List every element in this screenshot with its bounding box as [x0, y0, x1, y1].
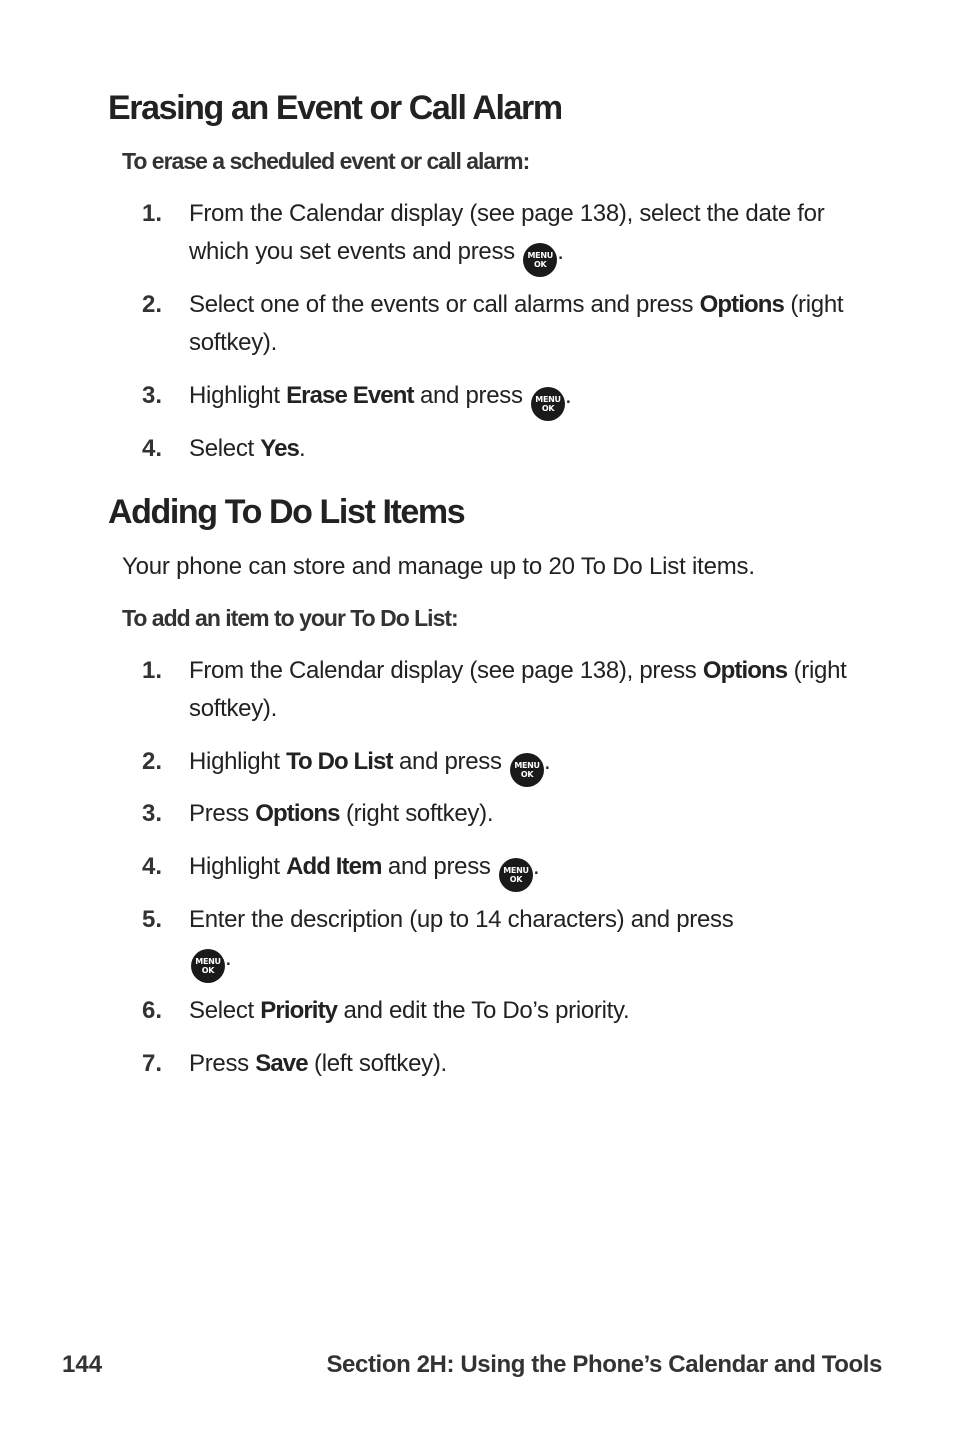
step-text: [189, 377, 869, 421]
step-text-fragment: and press: [392, 748, 509, 775]
step-text: [189, 430, 869, 468]
step-number: 6.: [142, 997, 163, 1024]
step-text: [189, 901, 749, 983]
step-number: 1.: [142, 657, 163, 684]
step-number: 3.: [142, 382, 163, 409]
step-text: [189, 743, 869, 787]
menu-ok-key-icon-line1: MENU: [503, 866, 529, 875]
step-text-fragment: Highlight: [189, 382, 287, 409]
step-text-fragment: (right softkey).: [189, 291, 844, 356]
step-number: 5.: [142, 906, 163, 933]
softkey-label: Erase Event: [286, 382, 414, 409]
step-text-fragment: (right softkey).: [189, 657, 847, 722]
menu-ok-key-icon-line1: MENU: [514, 761, 540, 770]
step-text: [189, 1045, 869, 1083]
menu-ok-key-icon-line1: MENU: [195, 957, 221, 966]
step-number: 2.: [142, 291, 163, 318]
step-text-fragment: From the Calendar display (see page 138), press: [189, 657, 703, 684]
menu-ok-key-icon: [523, 243, 557, 277]
step-text: [189, 848, 869, 892]
subheading-add-instructions: To add an item to your To Do List:: [122, 605, 458, 631]
step-text-fragment: .: [225, 944, 232, 971]
menu-ok-key-icon-line2: OK: [509, 875, 523, 884]
step-text-fragment: (right softkey).: [339, 800, 494, 827]
softkey-label: Options: [255, 800, 340, 827]
softkey-label: Yes: [260, 435, 299, 462]
softkey-label: Add Item: [286, 853, 382, 880]
step-number: 1.: [142, 200, 163, 227]
page-number: 144: [62, 1351, 103, 1378]
step-text-fragment: Select one of the events or call alarms and press: [189, 291, 700, 318]
step-text-fragment: .: [298, 435, 306, 462]
step-text-fragment: From the Calendar display (see page 138), select the date for which you set events and press: [189, 200, 825, 265]
step-number: 3.: [142, 800, 163, 827]
step-text: [189, 286, 869, 362]
step-number: 4.: [142, 853, 163, 880]
menu-ok-key-icon: [510, 753, 544, 787]
footer-section-title: Section 2H: Using the Phone’s Calendar and Tools: [326, 1351, 882, 1378]
step-text: [189, 992, 869, 1030]
section-heading-erasing: Erasing an Event or Call Alarm: [108, 89, 562, 127]
step-text-fragment: Press: [189, 1050, 256, 1077]
step-text-fragment: (left softkey).: [307, 1050, 447, 1077]
menu-ok-key-icon: [191, 949, 225, 983]
softkey-label: Priority: [260, 997, 338, 1024]
step-text-fragment: .: [532, 853, 540, 880]
menu-ok-key-icon-line2: OK: [534, 260, 547, 269]
step-text-fragment: Press: [189, 800, 256, 827]
menu-ok-key-icon-line2: OK: [541, 404, 555, 413]
step-text-fragment: and press: [413, 382, 530, 409]
step-text-fragment: .: [565, 382, 572, 409]
step-text-fragment: Select: [189, 435, 261, 462]
subheading-erase-instructions: To erase a scheduled event or call alarm:: [122, 148, 530, 174]
step-number: 4.: [142, 435, 163, 462]
step-text-fragment: Highlight: [189, 853, 287, 880]
softkey-label: Options: [699, 291, 784, 318]
softkey-label: To Do List: [286, 748, 393, 775]
step-text-fragment: and press: [381, 853, 497, 880]
step-text: [189, 195, 869, 277]
step-number: 2.: [142, 748, 163, 775]
step-text-fragment: and edit the To Do’s priority.: [337, 997, 630, 1024]
step-text: [189, 652, 869, 728]
step-text-fragment: Select: [189, 997, 261, 1024]
section-heading-todo: Adding To Do List Items: [108, 493, 465, 531]
menu-ok-key-icon-line2: OK: [520, 770, 534, 779]
step-text-fragment: .: [544, 748, 551, 775]
softkey-label: Save: [255, 1050, 308, 1077]
menu-ok-key-icon: [531, 387, 565, 421]
step-text: [189, 795, 869, 833]
softkey-label: Options: [702, 657, 788, 684]
menu-ok-key-icon: [499, 858, 533, 892]
menu-ok-key-icon-line1: MENU: [535, 395, 561, 404]
intro-paragraph: Your phone can store and manage up to 20 To Do List items.: [122, 553, 755, 580]
menu-ok-key-icon-line1: MENU: [527, 251, 553, 260]
step-text-fragment: .: [557, 238, 564, 265]
step-text-fragment: Highlight: [189, 748, 287, 775]
step-number: 7.: [142, 1050, 163, 1077]
step-text-fragment: Enter the description (up to 14 characters) and press: [189, 906, 734, 933]
menu-ok-key-icon-line2: OK: [201, 966, 215, 975]
